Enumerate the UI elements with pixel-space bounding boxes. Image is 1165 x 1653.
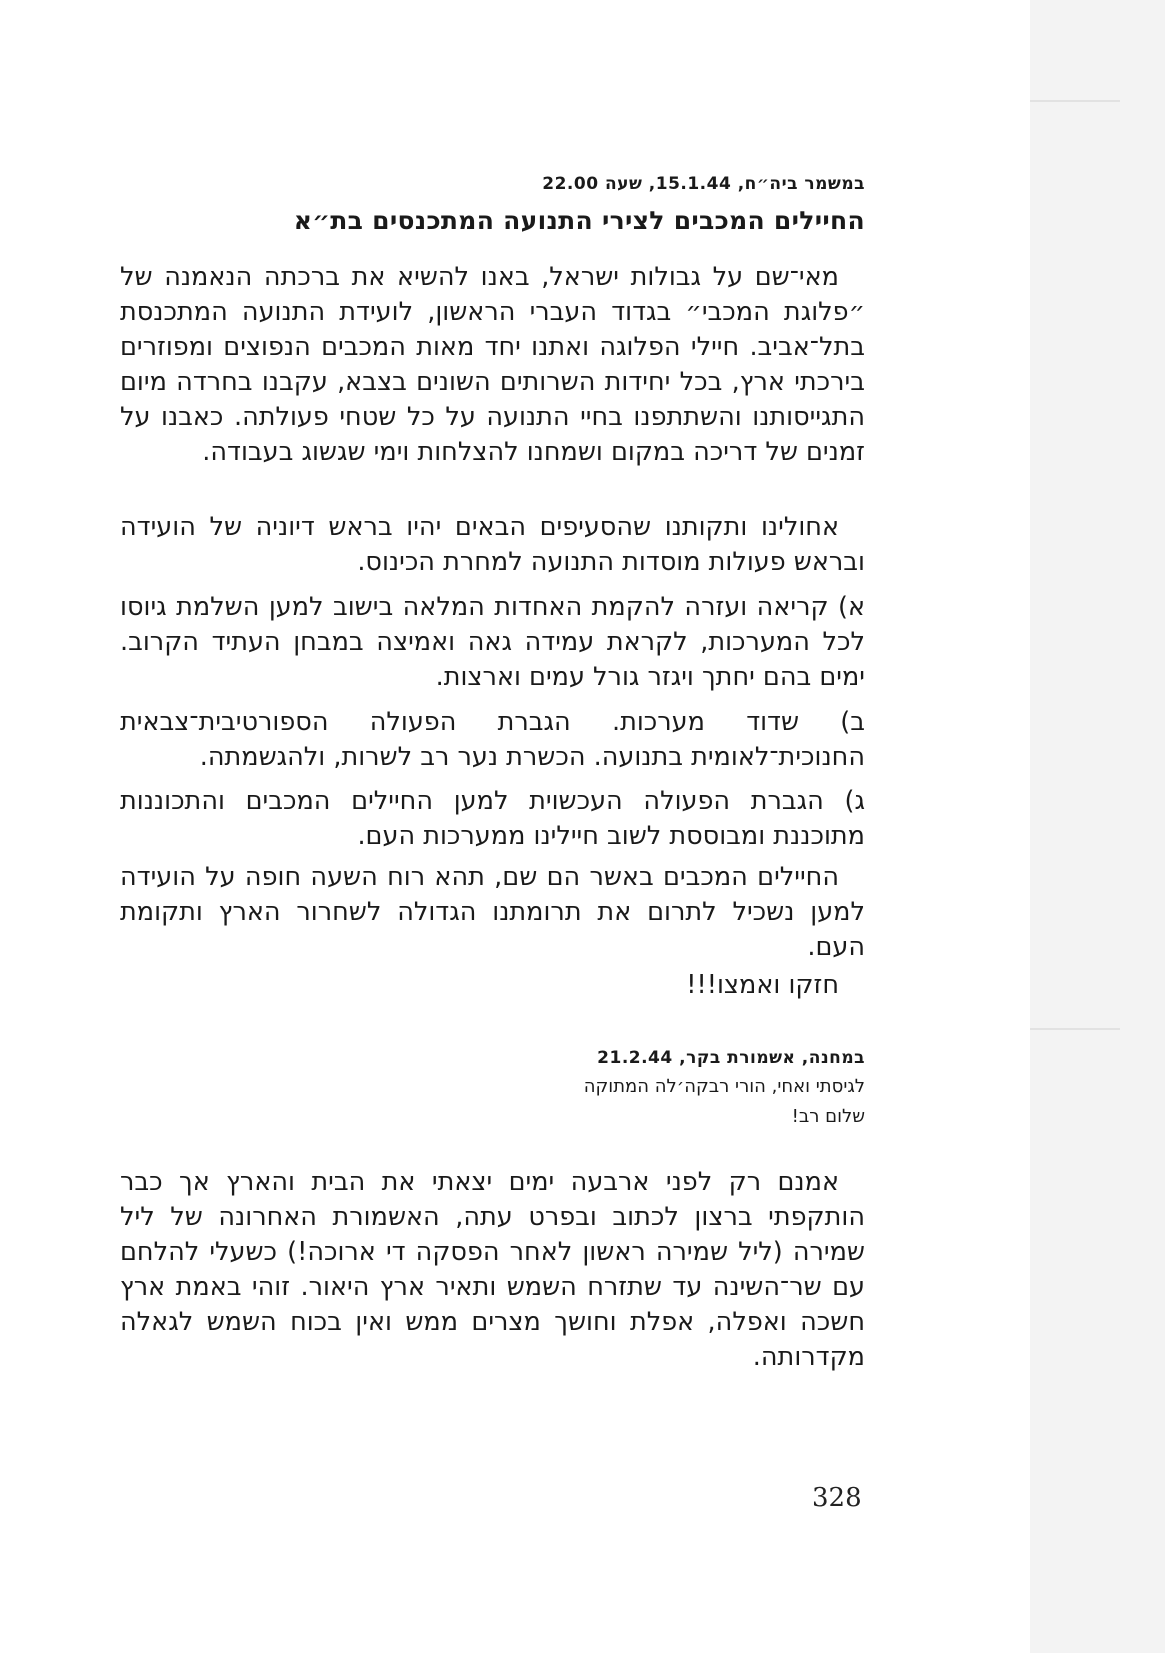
edge-mark [1030,1028,1120,1030]
letter1-title: החיילים המכבים לצירי התנועה המתכנסים בת״א [293,206,865,235]
page-edge-shadow [1030,0,1165,1653]
paragraph-text: מאי־שם על גבולות ישראל, באנו להשיא את ברכתה הנאמנה של ״פלוגת המכבי״ בגדוד העברי הראשון, לועידת התנועה המתכנסת בתל־אביב. חיילי הפלוגה ואתנו יחד מאות המכבים הנפוצים ומפוזרים בירכתי ארץ, בכל יחידות השרותים השונים בצבא, עקבנו בחרדה מיום התגייסותנו והשתתפנו בחיי התנועה על כל שטחי פעולתה. כאבנו על זמנים של דריכה במקום ושמחנו להצלחות וימי שגשוג בעבודה. [120,262,865,467]
sign-off-text: חזקו ואמצו!!! [686,970,839,1000]
edge-mark [1030,100,1120,102]
letter2-date-line: במחנה, אשמורת בקר, 21.2.44 [597,1048,865,1068]
letter1-paragraph-2 [120,510,865,580]
letter1-paragraph-1 [120,260,865,470]
letter1-item-b: ב) שדוד מערכות. הגברת הפעולה הספורטיבית־צבאית החנוכית־לאומית בתנועה. הכשרת נער רב לשרות, ולהגשמתה. [120,707,865,772]
letter1-item-c: ג) הגברת הפעולה העכשוית למען החיילים המכבים והתכוננות מתוכננת ומבוססת לשוב חיילינו ממערכות העם. [120,786,865,851]
letter2-paragraph [120,1165,865,1375]
paragraph-text: החיילים המכבים באשר הם שם, תהא רוח השעה חופה על הועידה למען נשכיל לתרום את תרומתנו הגדולה לשחרור הארץ ותקומת העם. [120,862,865,962]
page-number: 328 [812,1483,862,1513]
paragraph-text: אחולינו ותקותנו שהסעיפים הבאים יהיו בראש דיוניה של הועידה ובראש פעולות מוסדות התנועה למחרת הכינוס. [120,512,865,577]
letter1-date-line: במשמר ביה״ח, 15.1.44, שעה 22.00 [542,174,865,194]
letter1-sign-off [120,968,865,1003]
letter2-salutation-1: לגיסתי ואחי, הורי רבקה׳לה המתוקה [583,1076,865,1097]
letter1-item-a: א) קריאה ועזרה להקמת האחדות המלאה בישוב למען השלמת גיוסו לכל המערכות, לקראת עמידה גאה ואמיצה במבחן העתיד הקרוב. ימים בהם יחתך ויגזר גורל עמים וארצות. [120,592,865,692]
paragraph-text: אמנם רק לפני ארבעה ימים יצאתי את הבית והארץ אך כבר הותקפתי ברצון לכתוב ובפרט עתה, האשמורת האחרונה של ליל שמירה (ליל שמירה ראשון לאחר הפסקה די ארוכה!) כשעלי להלחם עם שר־השינה עד שתזרח השמש ותאיר ארץ היאור. זוהי באמת ארץ חשכה ואפלה, אפלת וחושך מצרים ממש ואין בכוח השמש לגאלה מקדרותה. [120,1167,865,1372]
letter2-salutation-2: שלום רב! [791,1106,865,1127]
letter1-closing-paragraph [120,860,865,965]
